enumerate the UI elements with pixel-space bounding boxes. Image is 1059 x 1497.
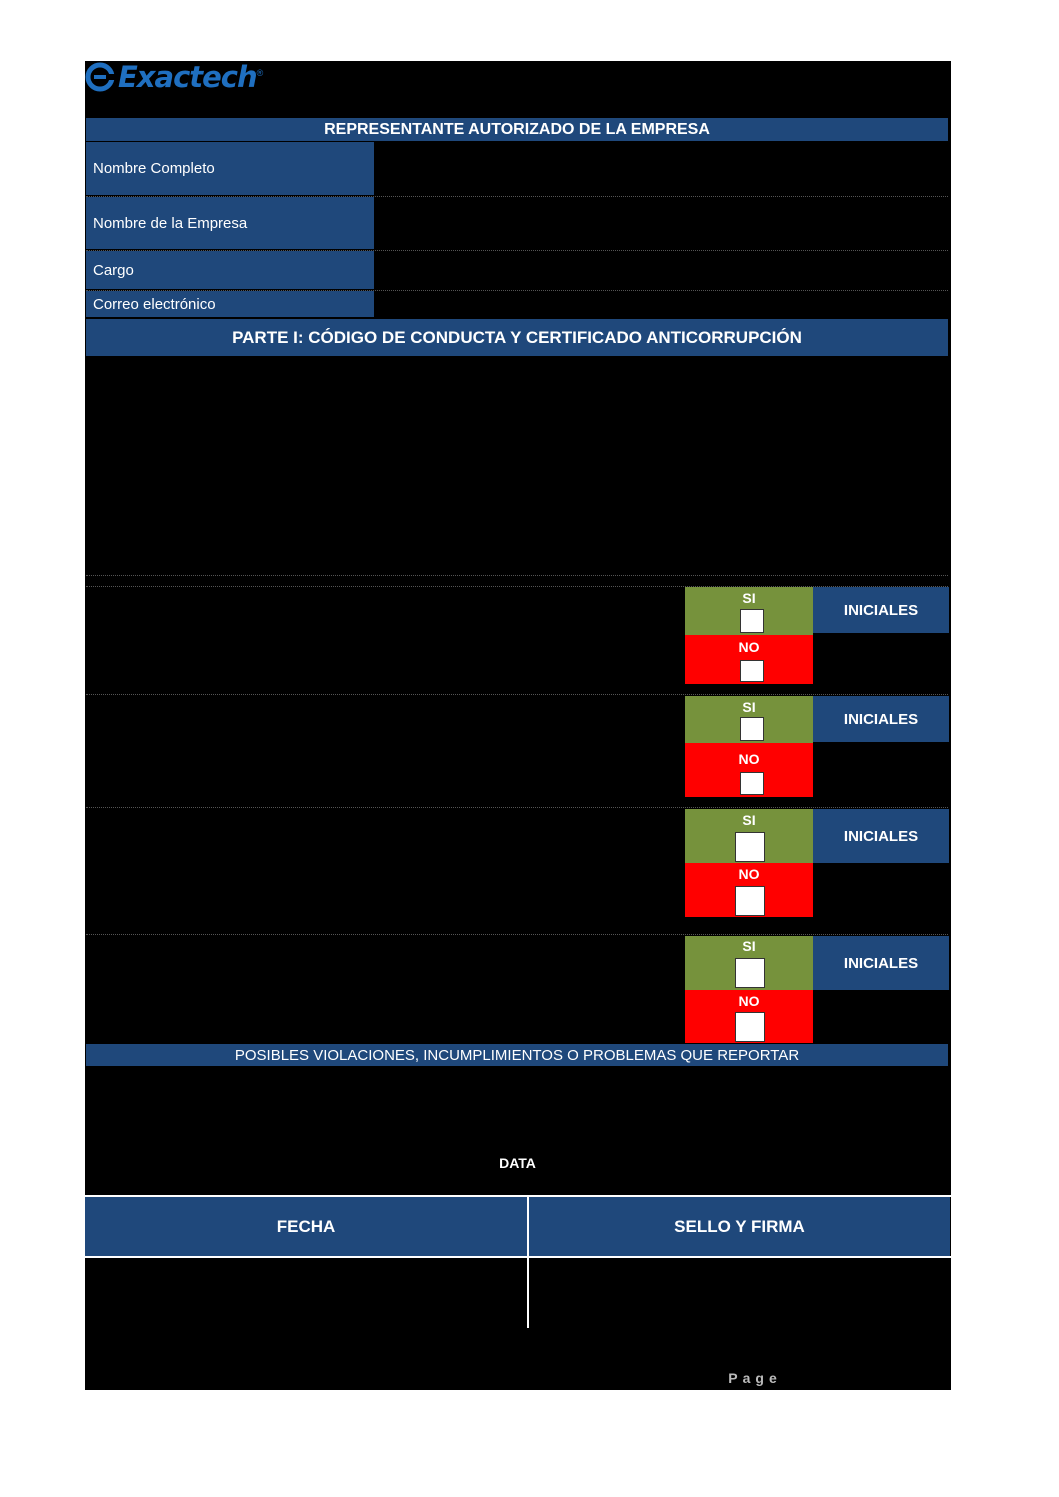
question-2-yes-checkbox[interactable]	[740, 717, 764, 741]
seal-signature-header: SELLO Y FIRMA	[529, 1197, 950, 1256]
question-1-yes-cell	[685, 587, 813, 635]
no-label: NO	[738, 993, 760, 1009]
logo-registered-mark: ®	[256, 68, 264, 78]
section-divider	[86, 575, 948, 576]
company-logo	[85, 60, 263, 94]
logo-text: Exactech	[118, 60, 257, 94]
question-2-initials-field[interactable]	[813, 743, 949, 797]
position-label: Cargo	[86, 251, 374, 289]
exactech-logo-icon	[85, 62, 115, 92]
seal-signature-field[interactable]	[529, 1258, 950, 1328]
yes-label: SI	[742, 590, 756, 606]
rep-section-title: REPRESENTANTE AUTORIZADO DE LA EMPRESA	[86, 118, 948, 141]
question-3-initials-field[interactable]	[813, 863, 949, 917]
no-label: NO	[738, 639, 760, 655]
question-4-yes-cell	[685, 936, 813, 990]
question-divider	[86, 694, 948, 695]
question-2-no-checkbox[interactable]	[740, 772, 764, 795]
question-3-yes-checkbox[interactable]	[735, 832, 765, 862]
report-text-area[interactable]	[86, 1067, 948, 1147]
question-3-no-checkbox[interactable]	[735, 886, 765, 916]
question-2-yes-cell	[685, 696, 813, 743]
full-name-label: Nombre Completo	[86, 142, 374, 195]
data-label: DATA	[499, 1155, 536, 1171]
company-name-label: Nombre de la Empresa	[86, 197, 374, 249]
question-1-yes-checkbox[interactable]	[740, 609, 764, 633]
question-divider	[86, 934, 948, 935]
question-4-initials-label: INICIALES	[813, 936, 949, 990]
question-3-yes-cell	[685, 809, 813, 863]
row-divider	[86, 250, 948, 251]
no-label: NO	[738, 866, 760, 882]
yes-label: SI	[742, 812, 756, 828]
full-name-field[interactable]	[376, 142, 948, 195]
company-name-field[interactable]	[376, 197, 948, 249]
question-4-no-cell	[685, 990, 813, 1043]
yes-label: SI	[742, 938, 756, 954]
date-field[interactable]	[85, 1258, 527, 1328]
position-field[interactable]	[376, 251, 948, 289]
yes-label: SI	[742, 699, 756, 715]
part1-title: PARTE I: CÓDIGO DE CONDUCTA Y CERTIFICADO ANTICORRUPCIÓN	[86, 319, 948, 356]
date-header: FECHA	[85, 1197, 527, 1256]
report-section-title: POSIBLES VIOLACIONES, INCUMPLIMIENTOS O PROBLEMAS QUE REPORTAR	[86, 1044, 948, 1066]
question-3-initials-label: INICIALES	[813, 809, 949, 863]
question-2-no-cell	[685, 743, 813, 797]
email-field[interactable]	[376, 291, 948, 317]
question-1-no-cell	[685, 635, 813, 684]
question-4-initials-field[interactable]	[813, 990, 949, 1043]
no-label: NO	[738, 751, 760, 767]
question-3-no-cell	[685, 863, 813, 917]
email-label: Correo electrónico	[86, 291, 374, 317]
question-1-initials-field[interactable]	[813, 635, 949, 684]
question-1-no-checkbox[interactable]	[740, 660, 764, 682]
question-2-initials-label: INICIALES	[813, 696, 949, 742]
question-4-no-checkbox[interactable]	[735, 1012, 765, 1042]
row-divider	[86, 290, 948, 291]
page-number-label: Page	[728, 1370, 782, 1386]
question-4-yes-checkbox[interactable]	[735, 958, 765, 988]
question-divider	[86, 807, 948, 808]
question-1-initials-label: INICIALES	[813, 587, 949, 633]
row-divider	[86, 196, 948, 197]
